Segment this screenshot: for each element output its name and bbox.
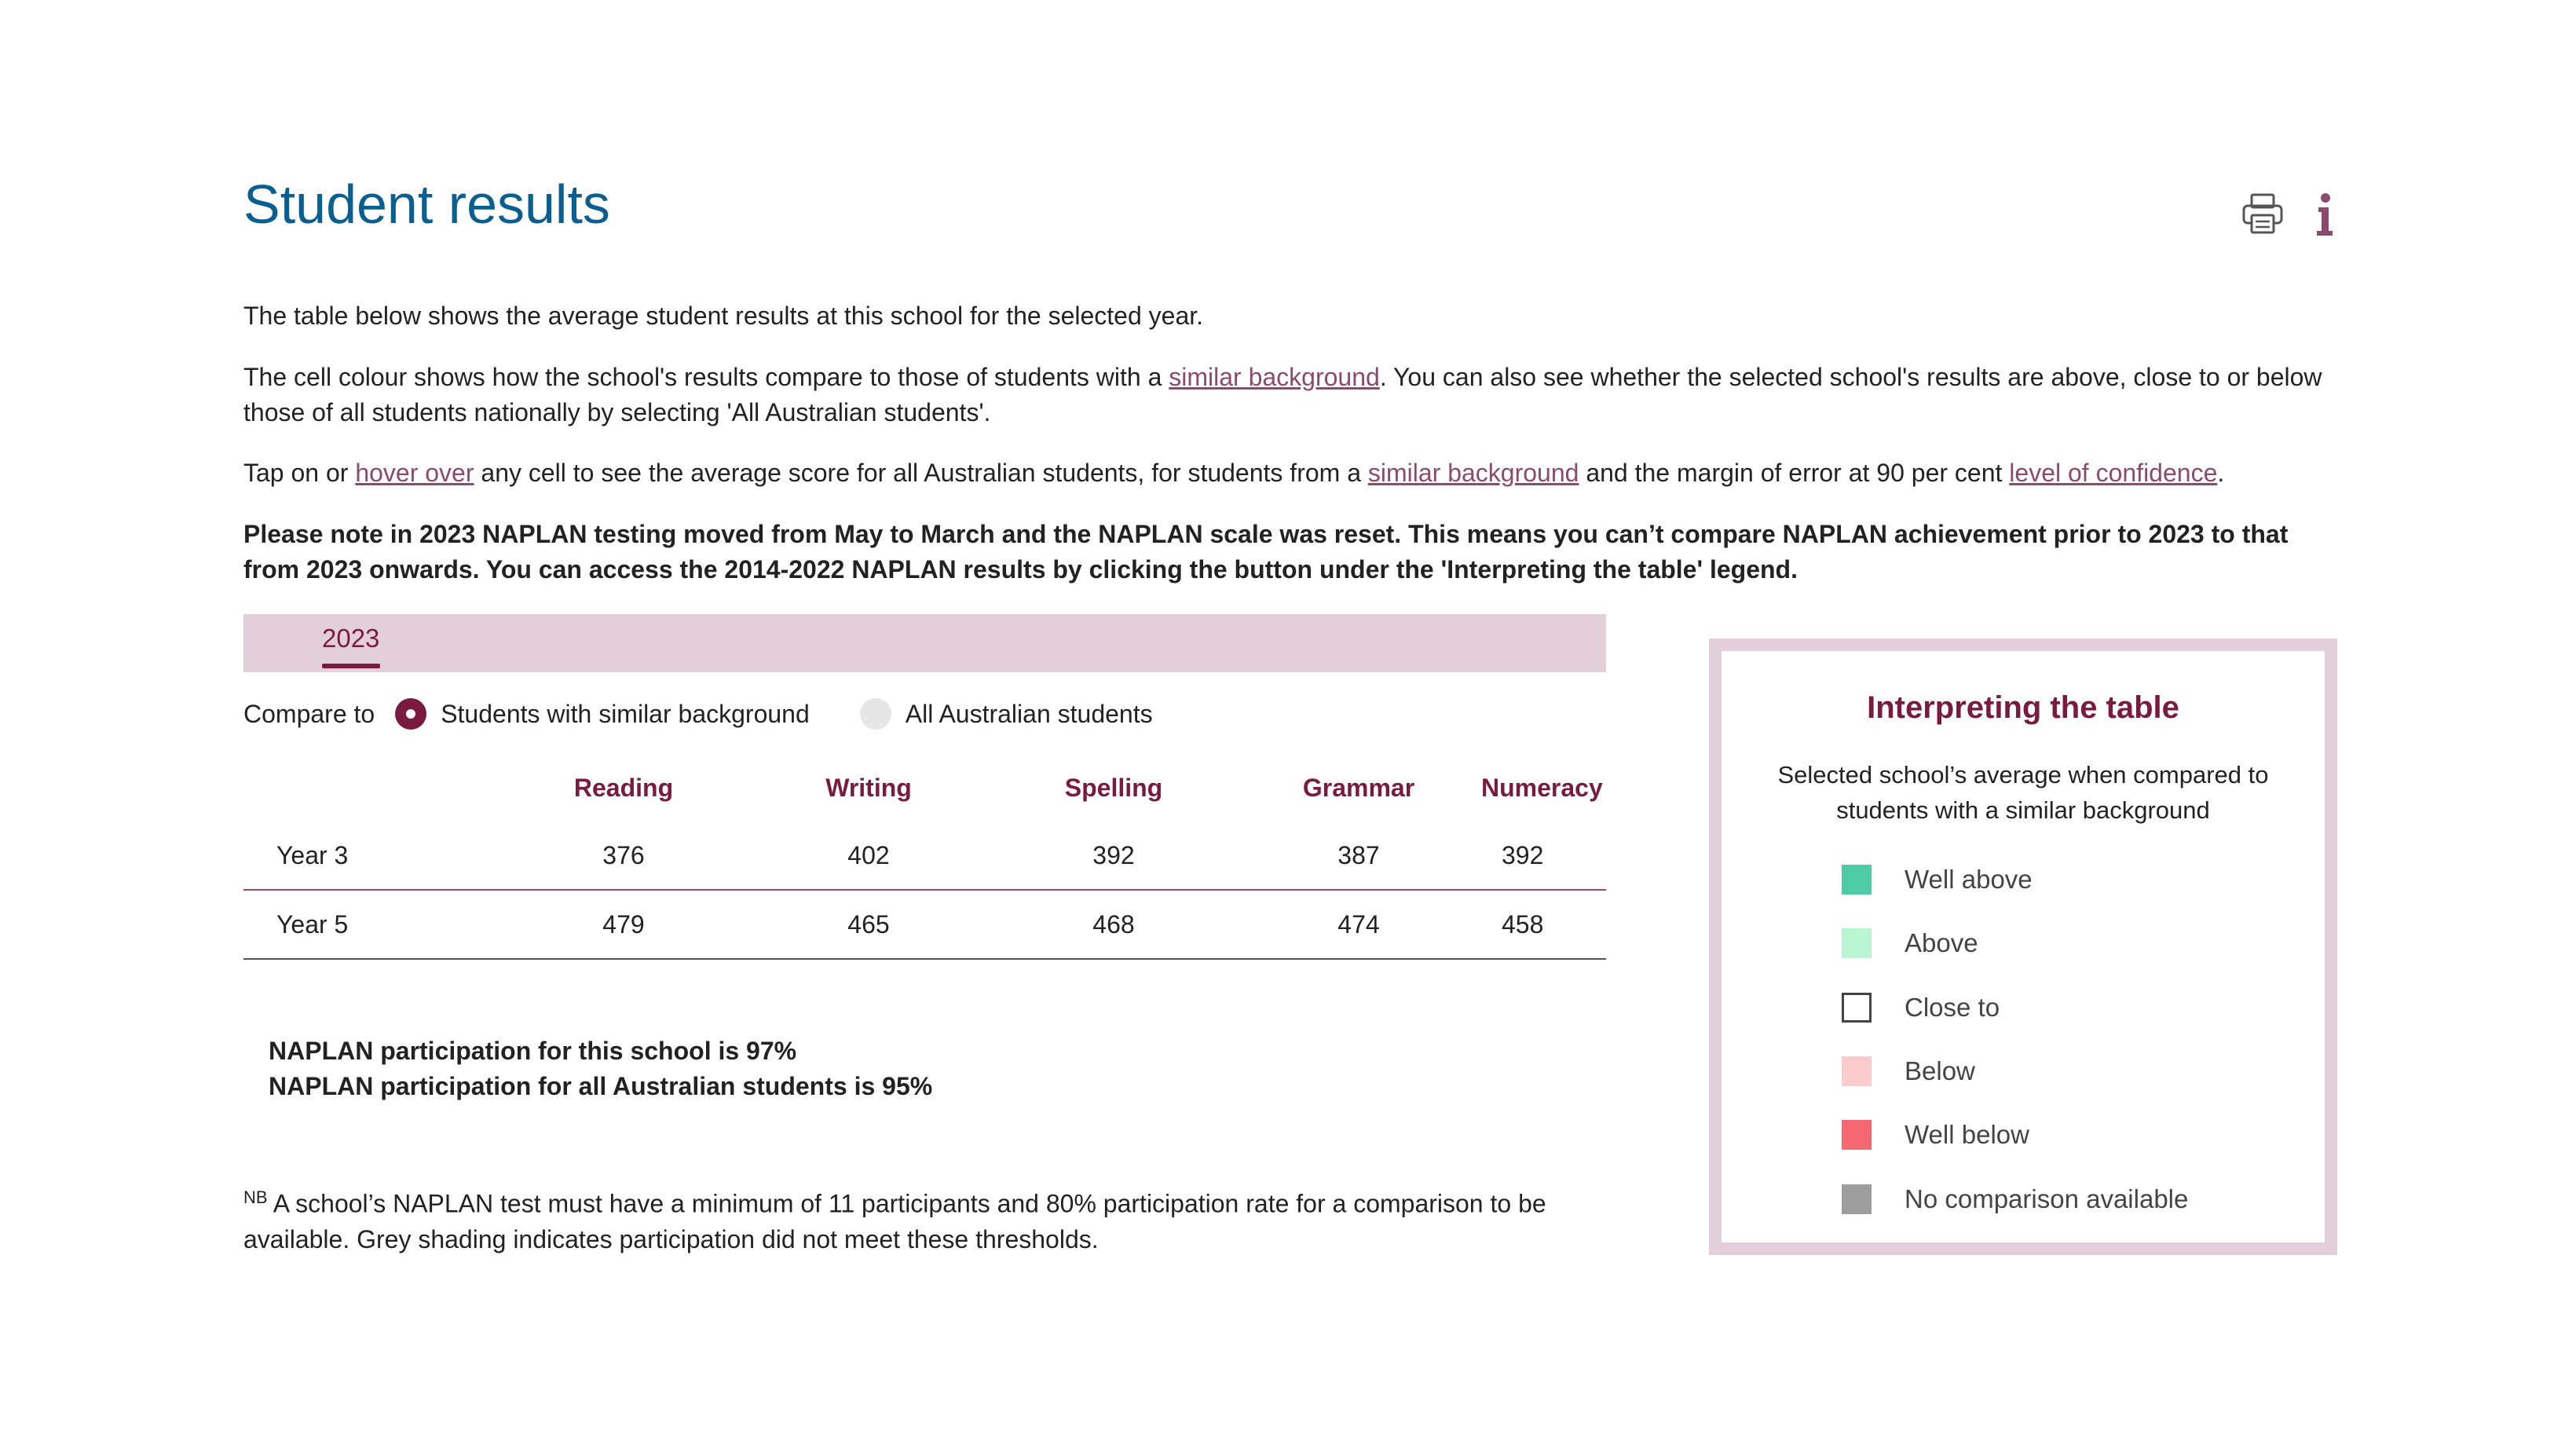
intro-paragraph-3 bbox=[243, 456, 2340, 491]
level-of-confidence-link[interactable]: level of confidence bbox=[2009, 459, 2218, 487]
intro-paragraph-2 bbox=[243, 360, 2340, 430]
close-to-swatch bbox=[1842, 993, 1872, 1023]
result-cell[interactable]: 392 bbox=[991, 821, 1236, 890]
printer-icon[interactable] bbox=[2241, 192, 2285, 236]
similar-background-link[interactable]: similar background bbox=[1367, 459, 1579, 487]
column-header-spelling: Spelling bbox=[1064, 773, 1163, 802]
naplan-notice: Please note in 2023 NAPLAN testing moved from May to March and the NAPLAN scale was reset. This means you can’t compare NAPLAN achievement prior to 2023 to that from 2023 onwards. You can access the 2014-2022 NAPLAN results by clicking the button under the 'Interpreting the table' legend. bbox=[243, 520, 2289, 584]
result-cell[interactable]: 468 bbox=[991, 890, 1236, 959]
intro-text: . You can also see whether the selected school's results are above, close to or below those of all students nationally by selecting 'All Australian students'. bbox=[243, 363, 2322, 426]
legend-label: No comparison available bbox=[1905, 1184, 2189, 1213]
intro-text: . bbox=[2217, 459, 2225, 487]
legend-item-well-below bbox=[1842, 1119, 2029, 1151]
radio-similar-background[interactable] bbox=[395, 698, 426, 730]
row-label: Year 3 bbox=[243, 821, 501, 890]
footnote-text: A school’s NAPLAN test must have a minimum of 11 participants and 80% participation rate for a comparison to be available. Grey shading indicates participation did not meet these thresholds. bbox=[243, 1189, 1546, 1253]
active-tab-indicator bbox=[322, 664, 380, 668]
row-label: Year 5 bbox=[243, 890, 501, 959]
row-label-header bbox=[243, 754, 501, 821]
school-participation: NAPLAN participation for this school is 97% bbox=[269, 1037, 797, 1065]
intro-text: any cell to see the average score for all Australian students, for students from a bbox=[474, 459, 1368, 487]
result-cell[interactable]: 387 bbox=[1236, 821, 1481, 890]
result-cell[interactable]: 392 bbox=[1481, 821, 1606, 890]
intro-text: The cell colour shows how the school's results compare to those of students with a bbox=[243, 363, 1169, 391]
table-header-row bbox=[243, 754, 1606, 821]
well-above-swatch bbox=[1842, 865, 1872, 895]
footnote-marker: NB bbox=[243, 1187, 268, 1207]
legend-label: Well below bbox=[1905, 1120, 2029, 1149]
result-cell[interactable]: 402 bbox=[746, 821, 991, 890]
interpreting-table-legend bbox=[1709, 639, 2337, 1255]
legend-label: Above bbox=[1905, 928, 1978, 957]
result-cell[interactable]: 465 bbox=[746, 890, 991, 959]
page-title: Student results bbox=[243, 174, 610, 235]
participation-summary bbox=[269, 1034, 932, 1104]
below-swatch bbox=[1842, 1056, 1872, 1086]
legend-label: Below bbox=[1905, 1056, 1975, 1085]
similar-background-link[interactable]: similar background bbox=[1169, 363, 1380, 391]
radio-all-australian-label[interactable]: All Australian students bbox=[905, 700, 1153, 728]
compare-to-control bbox=[243, 694, 1153, 734]
legend-item-well-above bbox=[1842, 864, 2033, 895]
footnote bbox=[243, 1180, 1579, 1257]
legend-title: Interpreting the table bbox=[1867, 690, 2179, 725]
intro-paragraph-1: The table below shows the average student results at this school for the selected year. bbox=[243, 302, 1204, 330]
result-cell[interactable]: 474 bbox=[1236, 890, 1481, 959]
legend-label: Well above bbox=[1905, 865, 2033, 894]
national-participation: NAPLAN participation for all Australian students is 95% bbox=[269, 1072, 933, 1100]
table-row bbox=[243, 821, 1606, 890]
legend-item-close-to bbox=[1842, 992, 2000, 1023]
results-table bbox=[243, 754, 1606, 960]
legend-item-no-comparison bbox=[1842, 1184, 2188, 1215]
legend-label: Close to bbox=[1905, 993, 2000, 1022]
info-icon[interactable] bbox=[2314, 192, 2336, 237]
well-below-swatch bbox=[1842, 1120, 1872, 1150]
legend-description: Selected school’s average when compared to students with a similar background bbox=[1777, 761, 2269, 824]
result-cell[interactable]: 458 bbox=[1481, 890, 1606, 959]
no-comparison-swatch bbox=[1842, 1184, 1872, 1214]
column-header-numeracy: Numeracy bbox=[1481, 773, 1603, 802]
hover-over-link[interactable]: hover over bbox=[355, 459, 474, 487]
legend-item-above bbox=[1842, 928, 1978, 959]
intro-text: Tap on or bbox=[243, 459, 356, 487]
result-cell[interactable]: 376 bbox=[501, 821, 746, 890]
column-header-grammar: Grammar bbox=[1302, 773, 1415, 802]
compare-to-label: Compare to bbox=[243, 700, 375, 728]
tab-2023[interactable]: 2023 bbox=[322, 624, 380, 653]
result-cell[interactable]: 479 bbox=[501, 890, 746, 959]
legend-item-below bbox=[1842, 1056, 1975, 1087]
column-header-writing: Writing bbox=[825, 773, 912, 802]
radio-all-australian[interactable] bbox=[860, 698, 891, 730]
intro-text: and the margin of error at 90 per cent bbox=[1579, 459, 2010, 487]
radio-similar-background-label[interactable]: Students with similar background bbox=[441, 700, 810, 728]
column-header-reading: Reading bbox=[573, 773, 674, 802]
above-swatch bbox=[1842, 928, 1872, 958]
table-row bbox=[243, 890, 1606, 959]
year-tab-bar bbox=[243, 614, 1606, 672]
